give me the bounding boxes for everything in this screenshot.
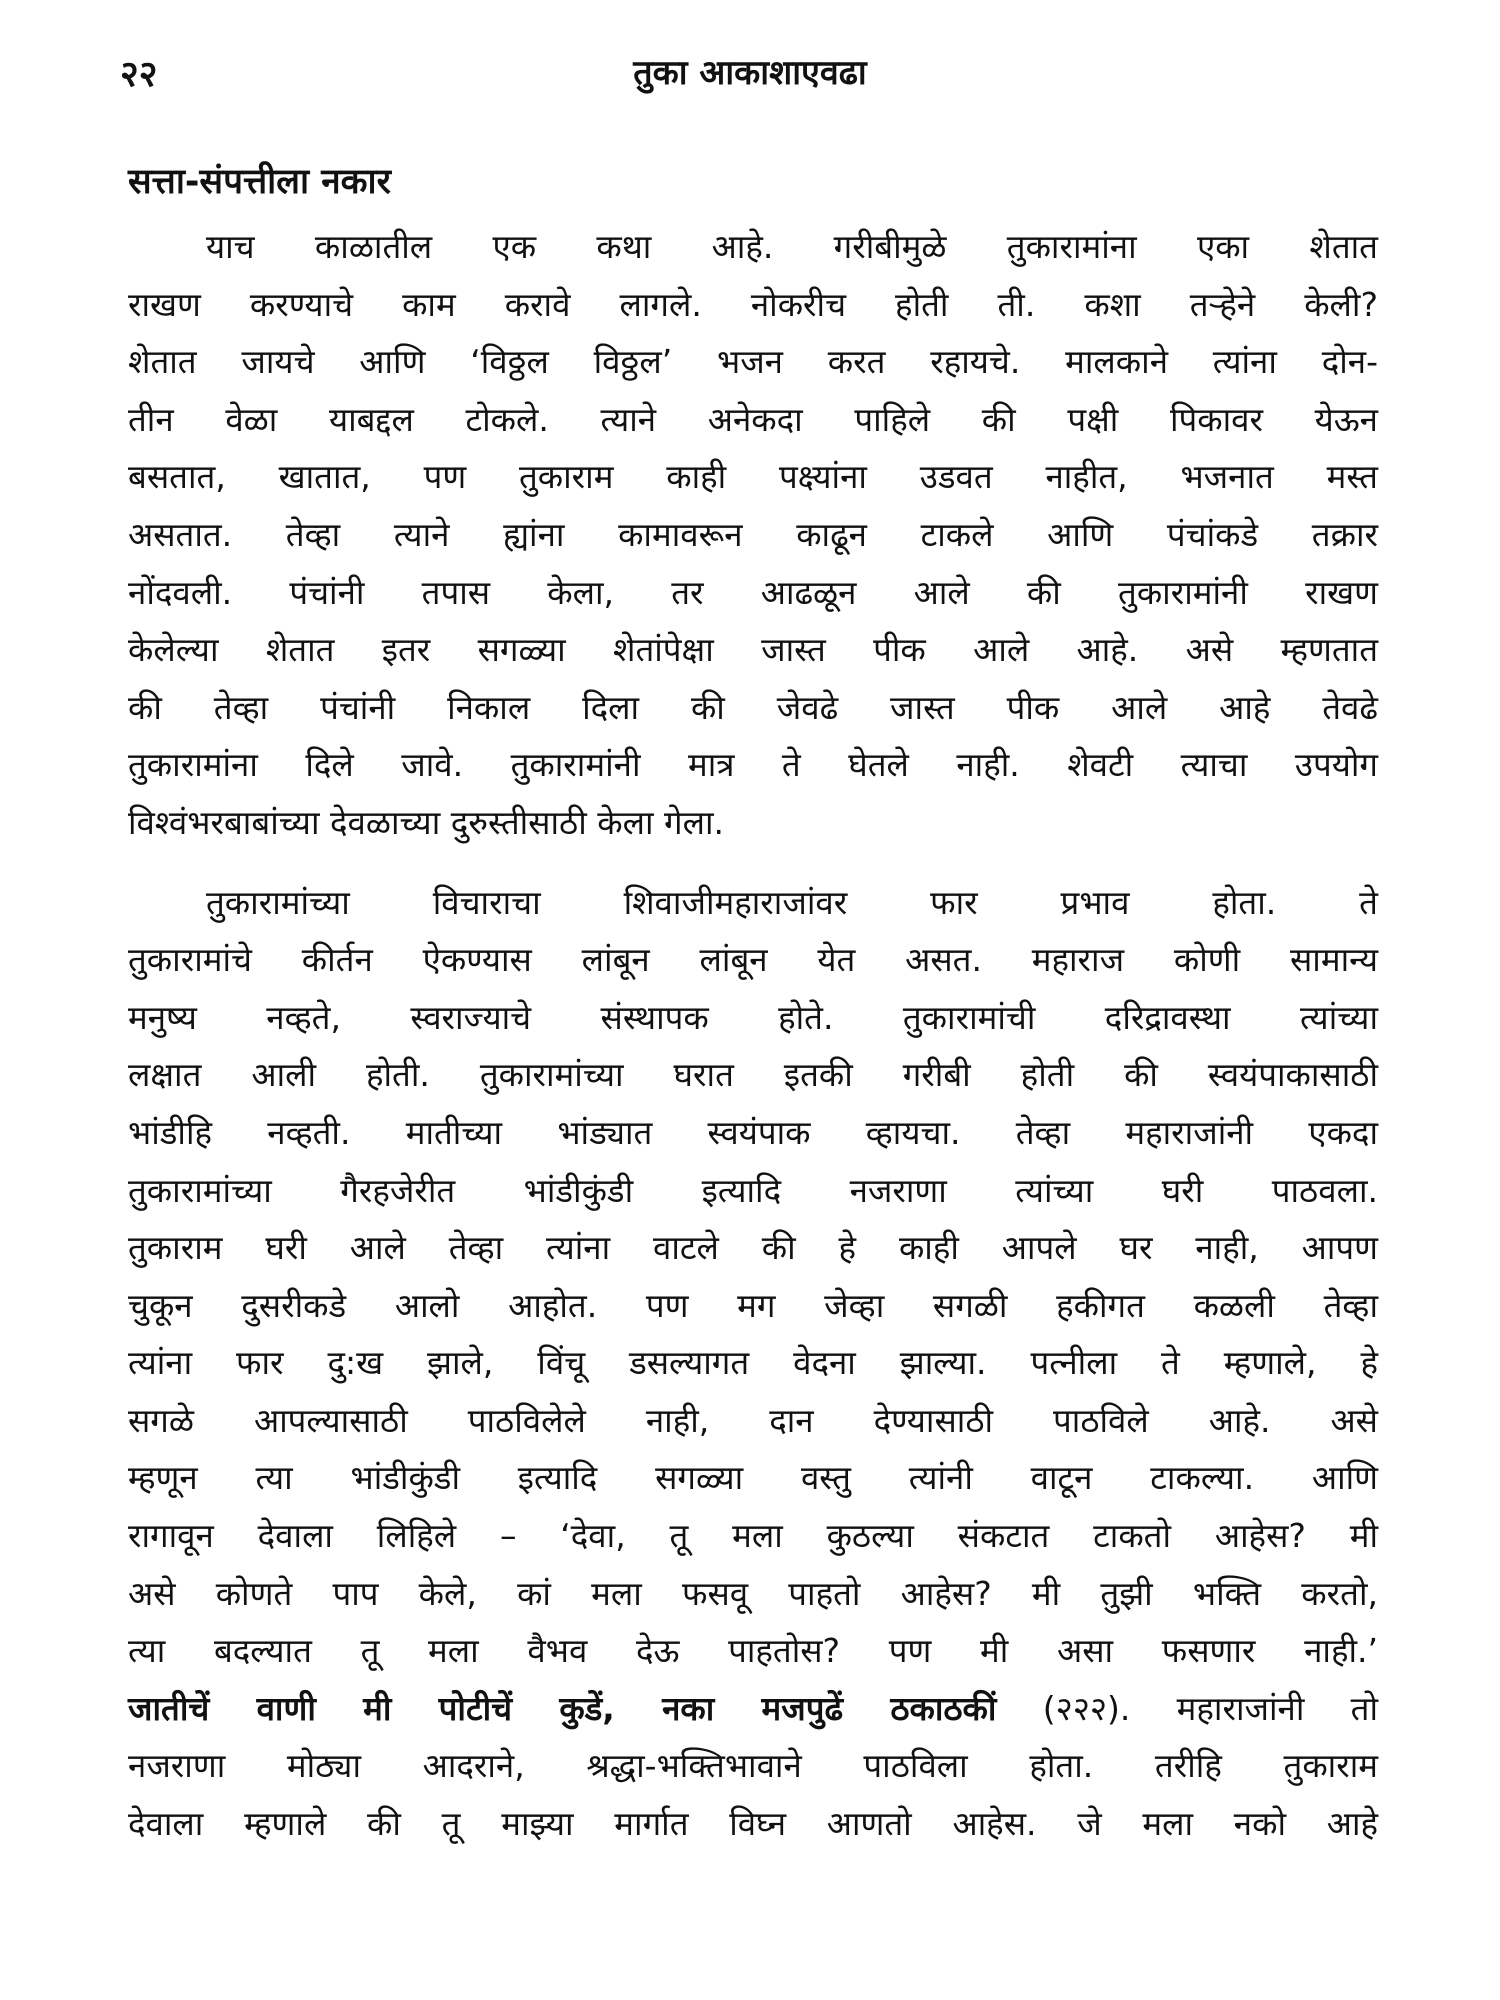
text-line: तुकारामांना दिले जावे. तुकारामांनी मात्र ते घेतले नाही. शेवटी त्याचा उपयोग	[128, 745, 1378, 785]
text-line: भांडीहि नव्हती. मातीच्या भांड्यात स्वयंपाक व्हायचा. तेव्हा महाराजांनी एकदा	[128, 1112, 1378, 1152]
text-line: तुकारामांच्या विचाराचा शिवाजीमहाराजांवर फार प्रभाव होता. ते	[206, 882, 1378, 922]
text-line: देवाला म्हणाले की तू माझ्या मार्गात विघ्न आणतो आहेस. जे मला नको आहे	[128, 1804, 1378, 1844]
running-title: तुका आकाशाएवढा	[633, 53, 867, 93]
text-line: म्हणून त्या भांडीकुंडी इत्यादि सगळ्या वस्तु त्यांनी वाटून टाकल्या. आणि	[128, 1458, 1378, 1498]
paragraph-1	[128, 218, 1378, 852]
page-number: २२	[120, 54, 158, 95]
text-line: केलेल्या शेतात इतर सगळ्या शेतांपेक्षा जास्त पीक आले आहे. असे म्हणतात	[128, 630, 1378, 670]
quote-line	[128, 1680, 1378, 1738]
text-line: बसतात, खातात, पण तुकाराम काही पक्ष्यांना उडवत नाहीत, भजनात मस्त	[128, 457, 1378, 497]
text-line: चुकून दुसरीकडे आलो आहोत. पण मग जेव्हा सगळी हकीगत कळली तेव्हा	[128, 1285, 1378, 1325]
text-line: असतात. तेव्हा त्याने ह्यांना कामावरून काढून टाकले आणि पंचांकडे तक्रार	[128, 514, 1378, 554]
section-heading: सत्ता-संपत्तीला नकार	[128, 162, 391, 202]
page-header	[120, 48, 1380, 108]
text-line: त्या बदल्यात तू मला वैभव देऊ पाहतोस? पण मी असा फसणार नाही.’	[128, 1631, 1378, 1671]
text-line: सगळे आपल्यासाठी पाठविलेले नाही, दान देण्यासाठी पाठविले आहे. असे	[128, 1400, 1378, 1440]
text-line: लक्षात आली होती. तुकारामांच्या घरात इतकी गरीबी होती की स्वयंपाकासाठी	[128, 1055, 1378, 1095]
text-line: तीन वेळा याबद्दल टोकले. त्याने अनेकदा पाहिले की पक्षी पिकावर येऊन	[128, 399, 1378, 439]
text-line: नजराणा मोठ्या आदराने, श्रद्धा-भक्तिभावाने पाठविला होता. तरीहि तुकाराम	[128, 1746, 1378, 1786]
text-line: असे कोणते पाप केले, कां मला फसवू पाहतो आहेस? मी तुझी भक्ति करतो,	[128, 1573, 1378, 1613]
text-line: तुकारामांच्या गैरहजेरीत भांडीकुंडी इत्यादि नजराणा त्यांच्या घरी पाठवला.	[128, 1170, 1378, 1210]
text-line: तुकारामांचे कीर्तन ऐकण्यास लांबून लांबून येत असत. महाराज कोणी सामान्य	[128, 940, 1378, 980]
text-line: की तेव्हा पंचांनी निकाल दिला की जेवढे जास्त पीक आले आहे तेवढे	[128, 687, 1378, 727]
page-content	[128, 158, 1378, 1853]
text-line: मनुष्य नव्हते, स्वराज्याचे संस्थापक होते. तुकारामांची दरिद्रावस्था त्यांच्या	[128, 997, 1378, 1037]
text-line: याच काळातील एक कथा आहे. गरीबीमुळे तुकारामांना एका शेतात	[206, 227, 1378, 266]
text-line: विश्वंभरबाबांच्या देवळाच्या दुरुस्तीसाठी केला गेला.	[128, 802, 724, 842]
text-line: त्यांना फार दु:ख झाले, विंचू डसल्यागत वेदना झाल्या. पत्नीला ते म्हणाले, हे	[128, 1343, 1378, 1383]
text-line: तुकाराम घरी आले तेव्हा त्यांना वाटले की हे काही आपले घर नाही, आपण	[128, 1228, 1378, 1268]
text-line: रागावून देवाला लिहिले – ‘देवा, तू मला कुठल्या संकटात टाकतो आहेस? मी	[128, 1516, 1378, 1556]
paragraph-2	[128, 874, 1378, 1853]
paragraph-gap	[128, 852, 1378, 874]
quote-continuation: (२२२). महाराजांनी तो	[996, 1688, 1378, 1728]
text-line: नोंदवली. पंचांनी तपास केला, तर आढळून आले की तुकारामांनी राखण	[128, 572, 1378, 612]
text-line: राखण करण्याचे काम करावे लागले. नोकरीच होती ती. कशा तऱ्हेने केली?	[128, 284, 1378, 324]
text-line: शेतात जायचे आणि ‘विठ्ठल विठ्ठल’ भजन करत रहायचे. मालकाने त्यांना दोन-	[128, 342, 1378, 382]
abhang-quote: जातीचें वाणी मी पोटीचें कुडें, नका मजपुढें ठकाठकीं	[128, 1688, 997, 1728]
